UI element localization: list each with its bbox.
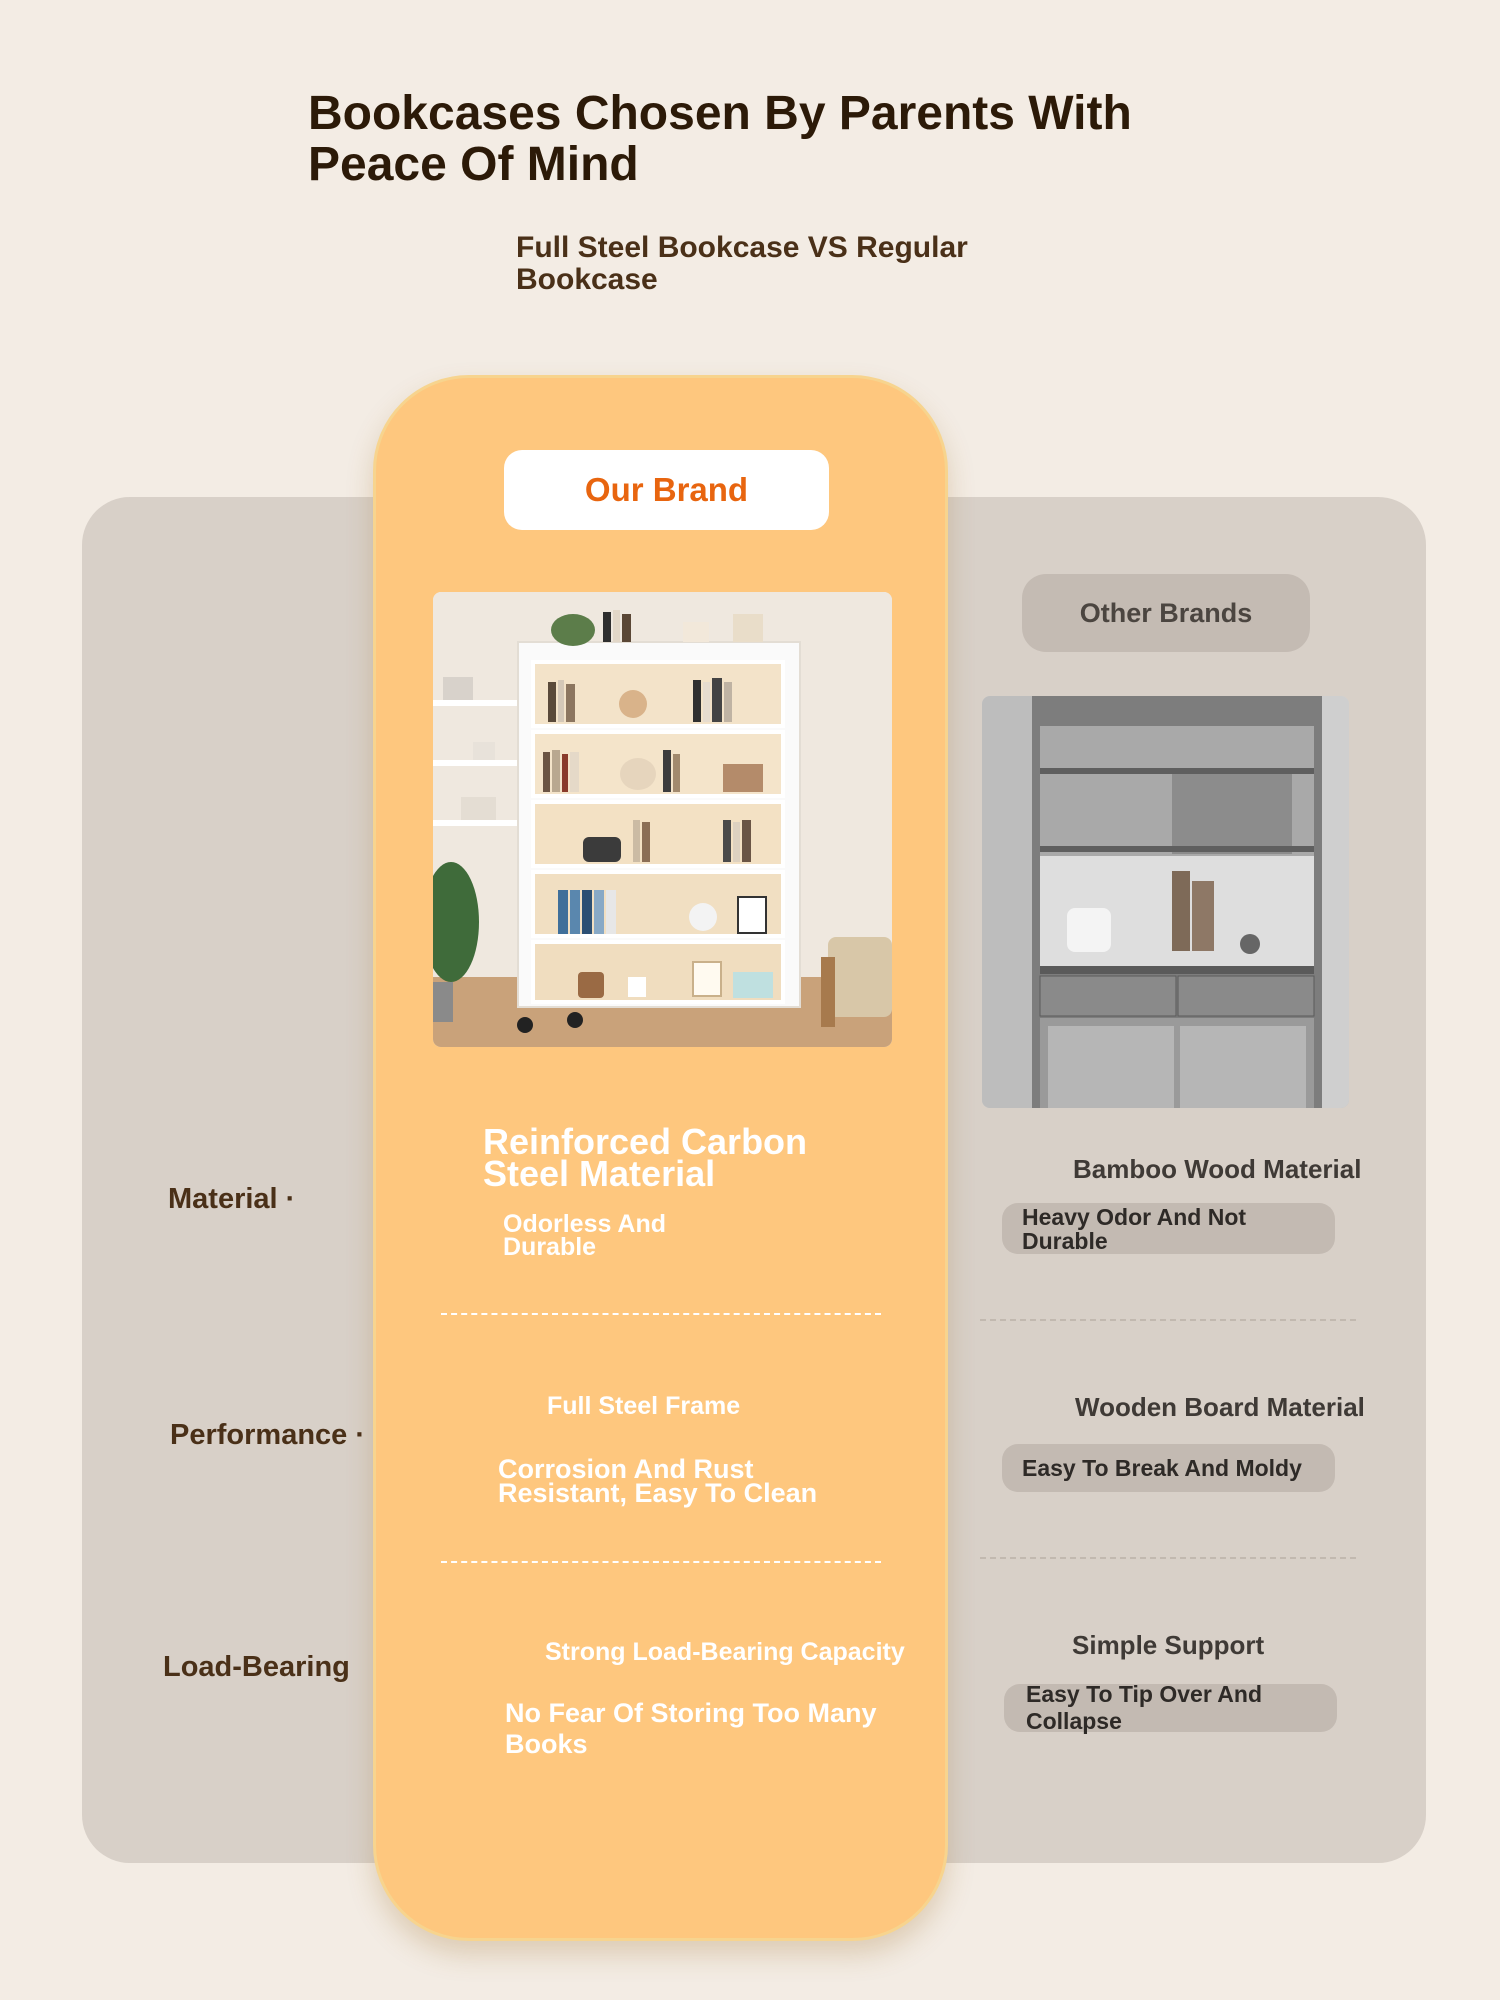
other-performance-desc xyxy=(1002,1444,1335,1492)
divider-other-1 xyxy=(980,1319,1356,1321)
our-material-desc: Odorless And Durable xyxy=(503,1210,666,1261)
divider-ours-2 xyxy=(441,1561,881,1563)
row-label-material: Material · xyxy=(168,1183,296,1215)
other-load-desc xyxy=(1004,1681,1337,1734)
other-load-desc-text: Easy To Tip Over And Collapse xyxy=(1026,1681,1263,1734)
other-material-desc-text: Heavy Odor And Not Durable xyxy=(1022,1203,1247,1254)
other-material-title: Bamboo Wood Material xyxy=(1073,1154,1362,1184)
page-subtitle: Full Steel Bookcase VS Regular Bookcase xyxy=(516,231,968,296)
other-cabinet-image xyxy=(982,696,1349,1108)
wooden-cabinet-illustration xyxy=(982,696,1349,1108)
white-bookcase-illustration xyxy=(433,592,892,1047)
our-performance-desc: Corrosion And Rust Resistant, Easy To Clean xyxy=(498,1454,818,1508)
other-performance-desc-text: Easy To Break And Moldy xyxy=(1022,1454,1302,1481)
our-bookcase-image xyxy=(433,592,892,1047)
other-material-desc xyxy=(1002,1203,1335,1254)
other-load-title: Simple Support xyxy=(1072,1630,1265,1660)
our-brand-badge: Our Brand xyxy=(504,450,829,530)
divider-ours-1 xyxy=(441,1313,881,1315)
divider-other-2 xyxy=(980,1557,1356,1559)
our-performance-title: Full Steel Frame xyxy=(547,1392,741,1420)
our-material-title: Reinforced Carbon Steel Material xyxy=(483,1121,808,1194)
our-load-desc: No Fear Of Storing Too Many Books xyxy=(505,1698,877,1759)
our-load-title: Strong Load-Bearing Capacity xyxy=(545,1638,905,1666)
page-title: Bookcases Chosen By Parents With Peace Of Mind xyxy=(308,87,1132,191)
row-label-load-bearing: Load-Bearing xyxy=(163,1651,350,1683)
other-brands-badge: Other Brands xyxy=(1022,574,1310,652)
row-label-performance: Performance · xyxy=(170,1419,366,1451)
other-performance-title: Wooden Board Material xyxy=(1075,1392,1365,1422)
